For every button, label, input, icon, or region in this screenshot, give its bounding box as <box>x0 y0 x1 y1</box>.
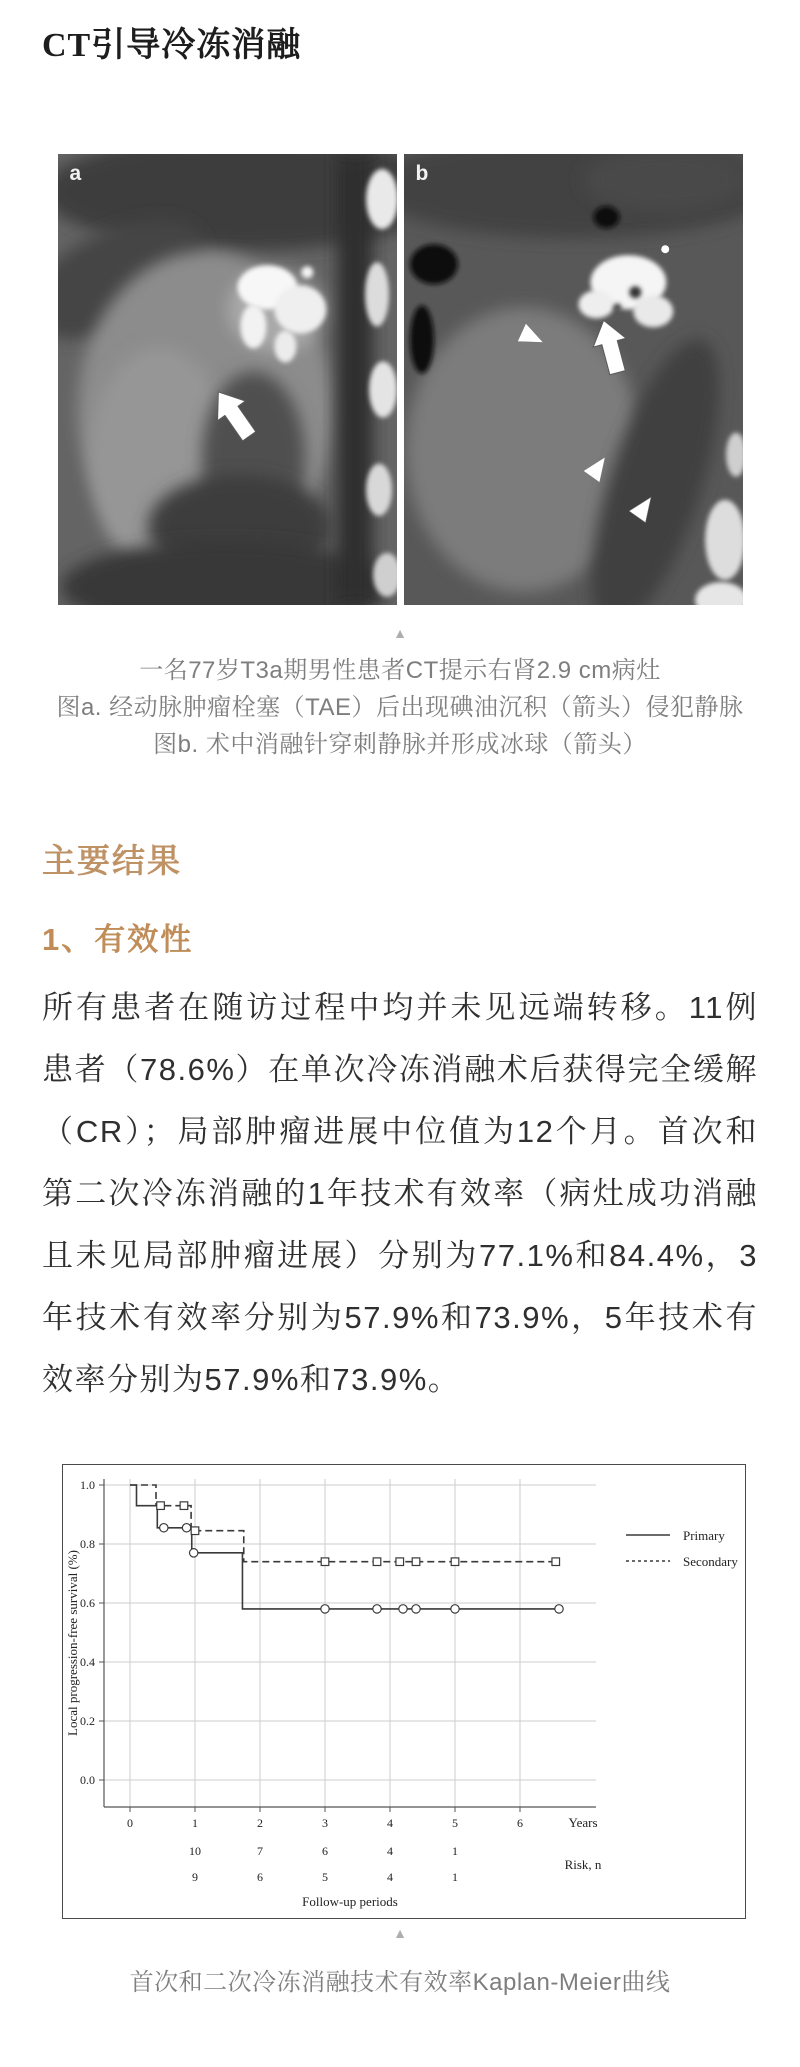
figure2-caption: 首次和二次冷冻消融技术有效率Kaplan-Meier曲线 <box>129 1969 671 1996</box>
km-chart-figure[interactable] <box>62 1464 746 1919</box>
ct-figure <box>58 154 743 605</box>
svg-text:4: 4 <box>387 1816 393 1830</box>
svg-text:Follow-up periods: Follow-up periods <box>302 1894 398 1909</box>
page-title: CT引导冷冻消融 <box>42 27 302 64</box>
panel-b-label: b <box>415 162 429 185</box>
svg-text:6: 6 <box>257 1870 263 1884</box>
svg-text:7: 7 <box>257 1844 263 1858</box>
svg-text:5: 5 <box>322 1870 328 1884</box>
svg-text:6: 6 <box>322 1844 328 1858</box>
svg-text:1: 1 <box>452 1870 458 1884</box>
svg-text:1.0: 1.0 <box>80 1478 95 1492</box>
svg-text:6: 6 <box>517 1816 523 1830</box>
svg-text:Local progression-free surviva: Local progression-free survival (%) <box>65 1550 80 1736</box>
svg-text:0.0: 0.0 <box>80 1773 95 1787</box>
figure1-caption-line3: 图b. 术中消融针穿刺静脉并形成冰球（箭头） <box>153 731 647 758</box>
svg-text:0.4: 0.4 <box>80 1655 95 1669</box>
figure1-caption-line2: 图a. 经动脉肿瘤栓塞（TAE）后出现碘油沉积（箭头）侵犯静脉 <box>56 694 744 721</box>
svg-text:10: 10 <box>189 1844 201 1858</box>
svg-text:0.8: 0.8 <box>80 1537 95 1551</box>
panel-a-label: a <box>69 162 82 185</box>
ct-image-a[interactable] <box>58 154 397 605</box>
figure1-caption-line1: 一名77岁T3a期男性患者CT提示右肾2.9 cm病灶 <box>139 657 661 684</box>
ct-scan-b-image <box>404 154 743 605</box>
svg-text:Risk, n: Risk, n <box>564 1857 602 1872</box>
figure1-caption <box>0 652 800 763</box>
kaplan-meier-chart <box>63 1465 745 1918</box>
svg-text:0: 0 <box>127 1816 133 1830</box>
body-paragraph: 所有患者在随访过程中均并未见远端转移。11例患者（78.6%）在单次冷冻消融术后获得完全缓解（CR）；局部肿瘤进展中位值为12个月。首次和第二次冷冻消融的1年技术有效率（病灶成功消融且未见局部肿瘤进展）分别为77.1%和84.4%，3年技术有效率分别为57.9%和73.9%，5年技术有效率分别为57.9%和73.9%。 <box>42 990 758 1397</box>
collapse-arrow-icon: ▲ <box>393 1925 407 1941</box>
collapse-arrow-icon: ▲ <box>393 625 407 641</box>
svg-text:5: 5 <box>452 1816 458 1830</box>
svg-text:1: 1 <box>452 1844 458 1858</box>
svg-text:9: 9 <box>192 1870 198 1884</box>
svg-text:1: 1 <box>192 1816 198 1830</box>
svg-text:0.6: 0.6 <box>80 1596 95 1610</box>
section-heading: 主要结果 <box>42 844 182 880</box>
sub-heading-effectiveness: 1、有效性 <box>42 922 194 957</box>
svg-text:Primary: Primary <box>683 1528 725 1543</box>
svg-text:3: 3 <box>322 1816 328 1830</box>
svg-text:4: 4 <box>387 1870 393 1884</box>
svg-text:4: 4 <box>387 1844 393 1858</box>
ct-image-b[interactable] <box>404 154 743 605</box>
ct-scan-a-image <box>58 154 397 605</box>
svg-text:Secondary: Secondary <box>683 1554 738 1569</box>
svg-text:0.2: 0.2 <box>80 1714 95 1728</box>
svg-text:2: 2 <box>257 1816 263 1830</box>
svg-text:Years: Years <box>568 1815 598 1830</box>
